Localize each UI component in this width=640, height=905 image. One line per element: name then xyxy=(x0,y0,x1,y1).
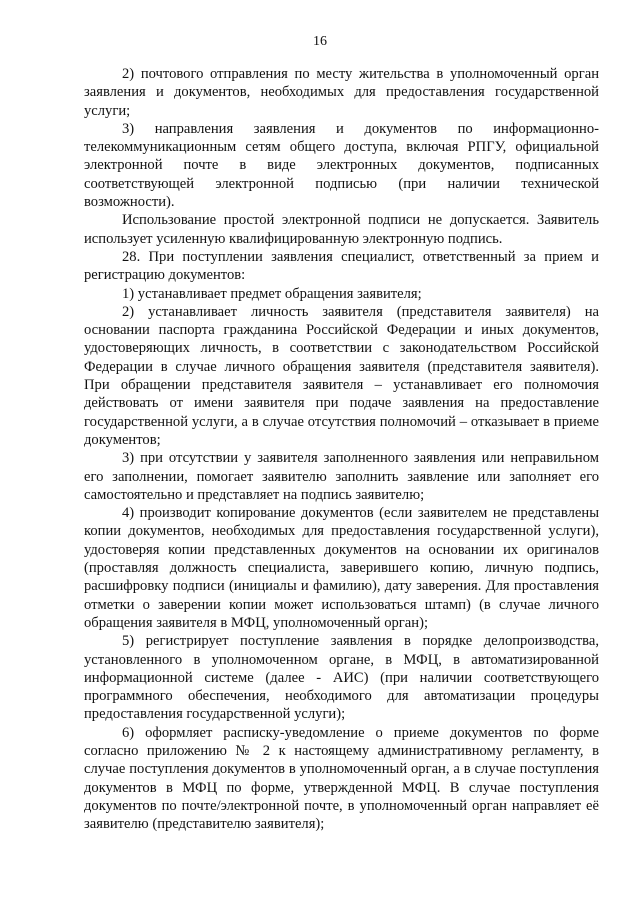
paragraph-item-3: 3) при отсутствии у заявителя заполненного заявления или неправильном его заполнении, помогает заявителю заполнить заявление или заполняет его самостоятельно и представляет на подпись заявителю; xyxy=(84,450,599,503)
page-number: 16 xyxy=(313,34,327,49)
paragraph-postal-submission: 2) почтового отправления по месту жительства в уполномоченный орган заявления и документов, необходимых для предоставления государственной услуги; xyxy=(84,66,599,119)
document-body xyxy=(84,65,599,833)
paragraph-item-2: 2) устанавливает личность заявителя (представителя заявителя) на основании паспорта гражданина Российской Федерации и иных документов, удостоверяющих личность, в соответствии с законодательством Российской Федерации в случае личного обращения заявителя (представителя заявителя). При обращении представителя заявителя – устанавливает его полномочия действовать от имени заявителя при подаче заявления на предоставление государственной услуги, а в случае отсутствия полномочий – отказывает в приеме документов; xyxy=(84,303,599,448)
paragraph-item-4: 4) производит копирование документов (если заявителем не представлены копии документов, необходимых для предоставления государственной услуги), удостоверяя копии представленных документов на основании их оригиналов (проставляя должность специалиста, заверившего копию, личную подпись, расшифровку подписи (инициалы и фамилию), дату заверения. Для проставления отметки о заверении копии может использоваться штамп) (в случае личного обращения заявителя в МФЦ, уполномоченный орган); xyxy=(84,505,599,631)
paragraph-electronic-submission: 3) направления заявления и документов по информационно-телекоммуникационным сетям общего доступа, включая РПГУ, официальной электронной почте в виде электронных документов, подписанных соответствующей электронной подписью (при наличии технической возможности). xyxy=(84,120,599,211)
paragraph-item-1: 1) устанавливает предмет обращения заявителя; xyxy=(122,285,422,302)
paragraph-clause-28: 28. При поступлении заявления специалист, ответственный за прием и регистрацию документов: xyxy=(84,248,599,284)
paragraph-signature-requirement: Использование простой электронной подписи не допускается. Заявитель использует усиленную квалифицированную электронную подпись. xyxy=(84,212,599,247)
paragraph-item-6: 6) оформляет расписку-уведомление о приеме документов по форме согласно приложению № 2 к настоящему административному регламенту, в случае поступления документов в уполномоченный орган, а в случае поступления документов в МФЦ по форме, утвержденной МФЦ. В случае поступления документов по почте/электронной почте, в уполномоченный орган направляет её заявителю (представителю заявителя); xyxy=(84,724,599,833)
paragraph-item-5: 5) регистрирует поступление заявления в порядке делопроизводства, установленного в уполномоченном органе, в МФЦ, в автоматизированной информационной системе (далее - АИС) (при наличии соответствующего программного обеспечения, необходимого для автоматизации процедуры предоставления государственной услуги); xyxy=(84,633,599,723)
